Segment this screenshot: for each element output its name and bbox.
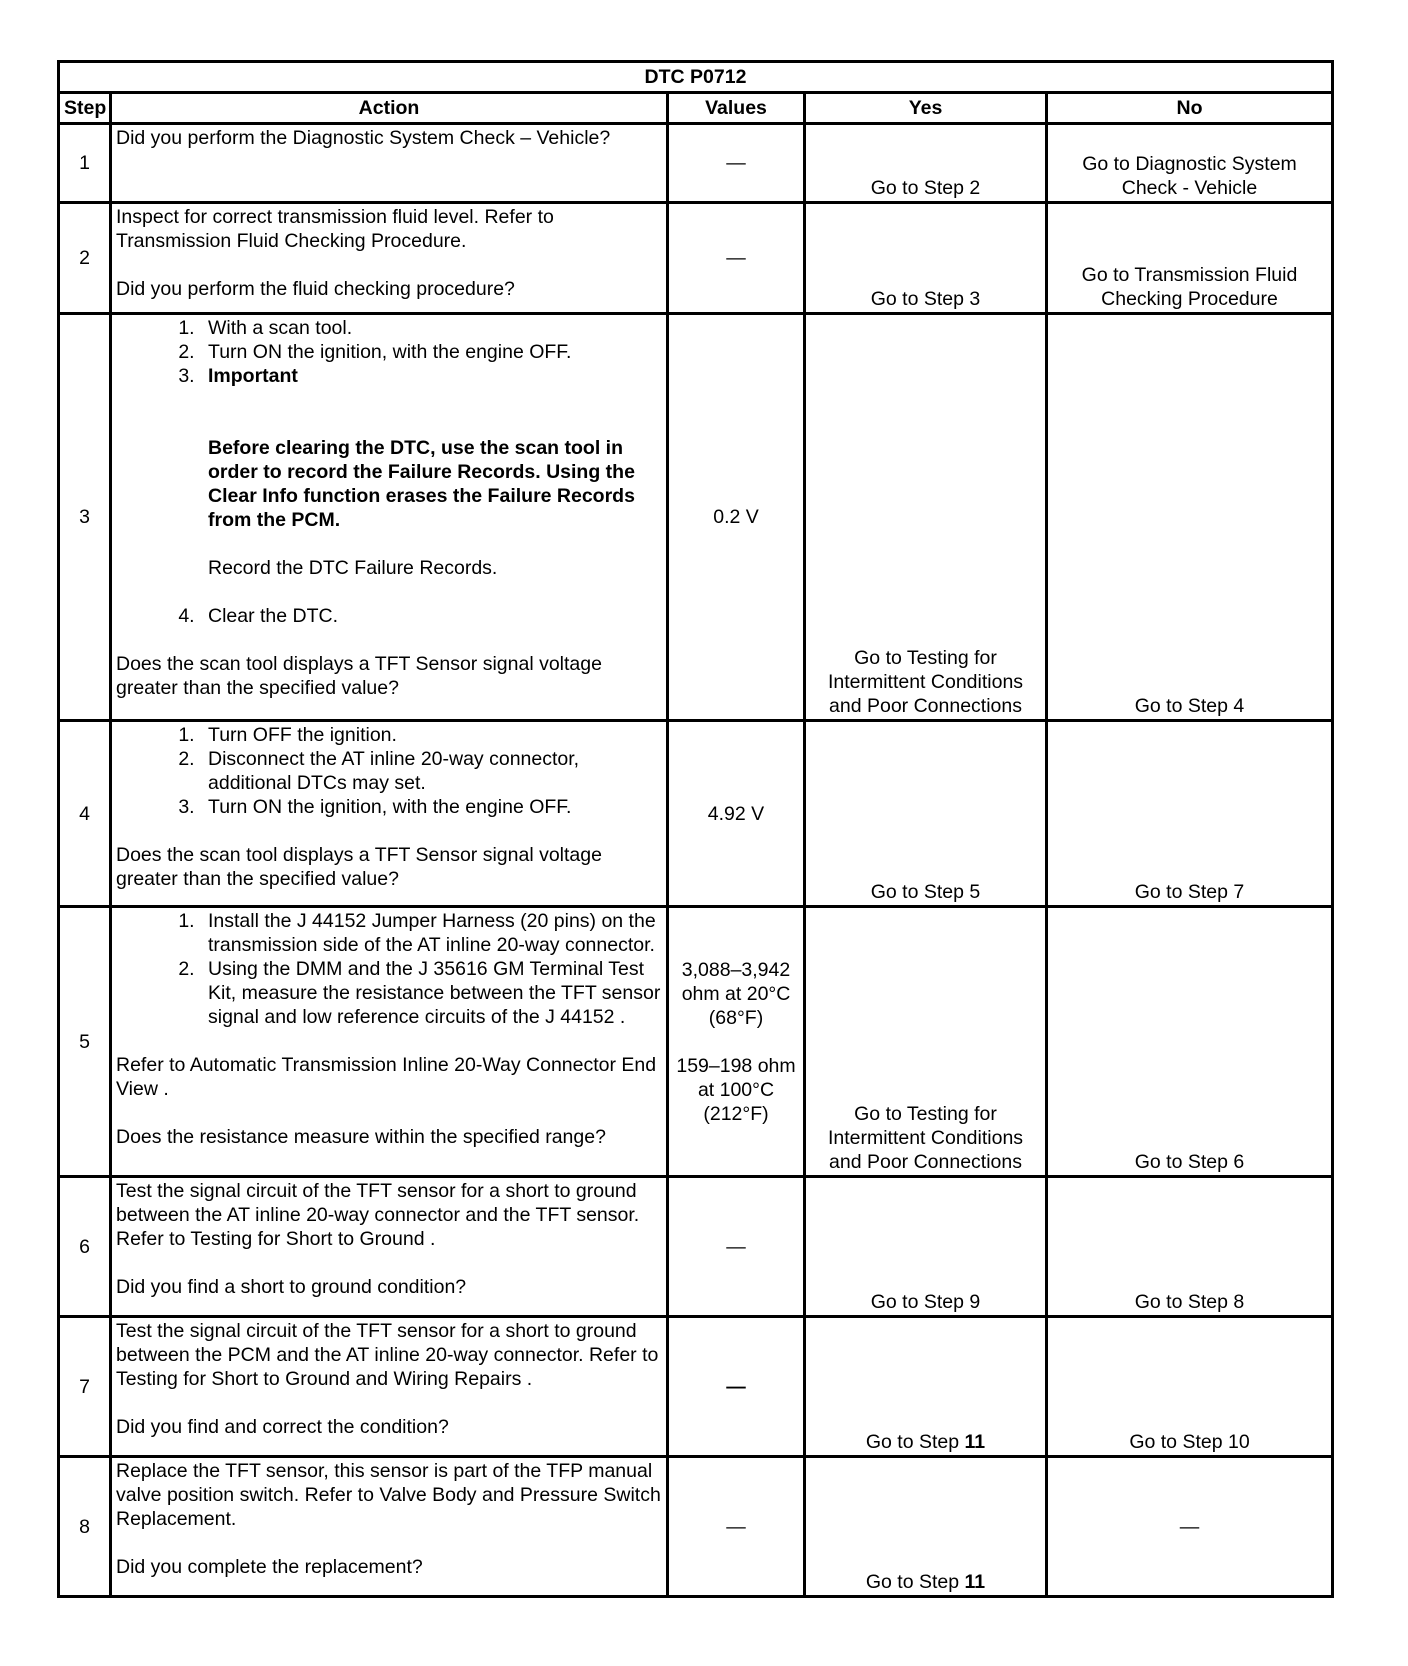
- no-cell: Go to Step 6: [1047, 907, 1333, 1177]
- no-cell: Go to Step 4: [1047, 314, 1333, 721]
- values-cell: 0.2 V: [668, 314, 805, 721]
- action-step: 1. Turn OFF the ignition.: [200, 723, 662, 747]
- yes-cell: Go to Testing for Intermittent Conditions and Poor Connections: [805, 907, 1047, 1177]
- action-text: Inspect for correct transmission fluid level. Refer to Transmission Fluid Checking Procedure.: [116, 206, 554, 252]
- table-row: [59, 1177, 1333, 1317]
- action-step: 1. With a scan tool.: [200, 316, 662, 340]
- header-step: Step: [59, 93, 111, 124]
- action-steps: [116, 909, 662, 1029]
- action-question: Did you perform the Diagnostic System Check – Vehicle?: [116, 127, 611, 149]
- step-number: 8: [59, 1457, 111, 1597]
- no-cell: Go to Diagnostic System Check - Vehicle: [1047, 124, 1333, 203]
- table-row: [59, 314, 1333, 721]
- no-cell: Go to Step 7: [1047, 721, 1333, 907]
- action-steps: [116, 723, 662, 819]
- yes-cell: Go to Step 2: [805, 124, 1047, 203]
- dtc-table: [57, 60, 1334, 1598]
- action-step: 2. Disconnect the AT inline 20-way connector, additional DTCs may set.: [200, 747, 662, 795]
- header-values: Values: [668, 93, 805, 124]
- action-cell: [111, 1317, 668, 1457]
- action-step: 4. Clear the DTC.: [200, 604, 662, 628]
- action-question: Did you perform the fluid checking procedure?: [116, 278, 515, 300]
- header-no: No: [1047, 93, 1333, 124]
- step-number: 4: [59, 721, 111, 907]
- header-action: Action: [111, 93, 668, 124]
- values-cell: —: [668, 124, 805, 203]
- yes-cell: Go to Testing for Intermittent Conditions and Poor Connections: [805, 314, 1047, 721]
- yes-cell: [805, 1317, 1047, 1457]
- table-row: [59, 1317, 1333, 1457]
- action-question: Does the scan tool displays a TFT Sensor signal voltage greater than the specified value?: [116, 653, 602, 699]
- values-cell: —: [668, 1177, 805, 1317]
- action-cell: [111, 907, 668, 1177]
- step-number: 6: [59, 1177, 111, 1317]
- step-number: 1: [59, 124, 111, 203]
- action-step: 1. Install the J 44152 Jumper Harness (20 pins) on the transmission side of the AT inline 20-way connector.: [200, 909, 662, 957]
- yes-step-number: 11: [964, 1431, 986, 1453]
- action-question: Does the scan tool displays a TFT Sensor signal voltage greater than the specified value?: [116, 844, 602, 890]
- table-row: [59, 124, 1333, 203]
- table-row: [59, 907, 1333, 1177]
- yes-step-number: 11: [964, 1571, 986, 1593]
- table-row: [59, 1457, 1333, 1597]
- action-step: 2. Turn ON the ignition, with the engine OFF.: [200, 340, 662, 364]
- action-cell: [111, 203, 668, 314]
- step-number: 7: [59, 1317, 111, 1457]
- values-cell: —: [668, 1457, 805, 1597]
- yes-cell: [805, 1457, 1047, 1597]
- table-row: [59, 721, 1333, 907]
- important-note: Before clearing the DTC, use the scan tool in order to record the Failure Records. Using the Clear Info function erases the Failure Records from the PCM.: [208, 437, 635, 531]
- action-text: Test the signal circuit of the TFT sensor for a short to ground between the AT inline 20-way connector and the TFT sensor. Refer to Testing for Short to Ground .: [116, 1180, 640, 1250]
- action-step: 2. Using the DMM and the J 35616 GM Terminal Test Kit, measure the resistance between the TFT sensor signal and low reference circuits of the J 44152 .: [200, 957, 662, 1029]
- yes-cell: Go to Step 5: [805, 721, 1047, 907]
- header-yes: Yes: [805, 93, 1047, 124]
- table-title: DTC P0712: [59, 62, 1333, 93]
- yes-prefix: Go to Step: [865, 1431, 965, 1453]
- step-number: 5: [59, 907, 111, 1177]
- action-step-important: [200, 364, 662, 604]
- action-cell: [111, 124, 668, 203]
- no-cell: Go to Step 10: [1047, 1317, 1333, 1457]
- values-cell: —: [668, 1317, 805, 1457]
- step-number: 3: [59, 314, 111, 721]
- no-cell: —: [1047, 1457, 1333, 1597]
- yes-cell: Go to Step 9: [805, 1177, 1047, 1317]
- value-range-20c: 3,088–3,942 ohm at 20°C (68°F): [681, 958, 791, 1029]
- action-question: Did you complete the replacement?: [116, 1556, 423, 1578]
- action-text: Test the signal circuit of the TFT sensor for a short to ground between the PCM and the AT inline 20-way connector. Refer to Testing for Short to Ground and Wiring Repairs .: [116, 1320, 659, 1390]
- value-range-100c: 159–198 ohm at 100°C (212°F): [676, 1054, 796, 1125]
- important-label: Important: [208, 365, 298, 387]
- action-cell: [111, 1177, 668, 1317]
- yes-prefix: Go to Step: [865, 1571, 965, 1593]
- action-question: Did you find a short to ground condition?: [116, 1276, 467, 1298]
- values-cell: 4.92 V: [668, 721, 805, 907]
- step-number: 2: [59, 203, 111, 314]
- yes-cell: Go to Step 3: [805, 203, 1047, 314]
- action-question: Did you find and correct the condition?: [116, 1416, 449, 1438]
- values-cell: [668, 907, 805, 1177]
- action-cell: [111, 1457, 668, 1597]
- table-row: [59, 203, 1333, 314]
- no-cell: Go to Transmission Fluid Checking Procedure: [1047, 203, 1333, 314]
- action-text: Replace the TFT sensor, this sensor is part of the TFP manual valve position switch. Refer to Valve Body and Pressure Switch Replacement.: [116, 1460, 661, 1530]
- action-cell: [111, 314, 668, 721]
- values-cell: —: [668, 203, 805, 314]
- record-note: Record the DTC Failure Records.: [208, 557, 498, 579]
- no-cell: Go to Step 8: [1047, 1177, 1333, 1317]
- action-step: 3. Turn ON the ignition, with the engine OFF.: [200, 795, 662, 819]
- action-cell: [111, 721, 668, 907]
- action-question: Does the resistance measure within the specified range?: [116, 1126, 606, 1148]
- action-steps: [116, 316, 662, 628]
- action-refer: Refer to Automatic Transmission Inline 20-Way Connector End View .: [116, 1054, 657, 1100]
